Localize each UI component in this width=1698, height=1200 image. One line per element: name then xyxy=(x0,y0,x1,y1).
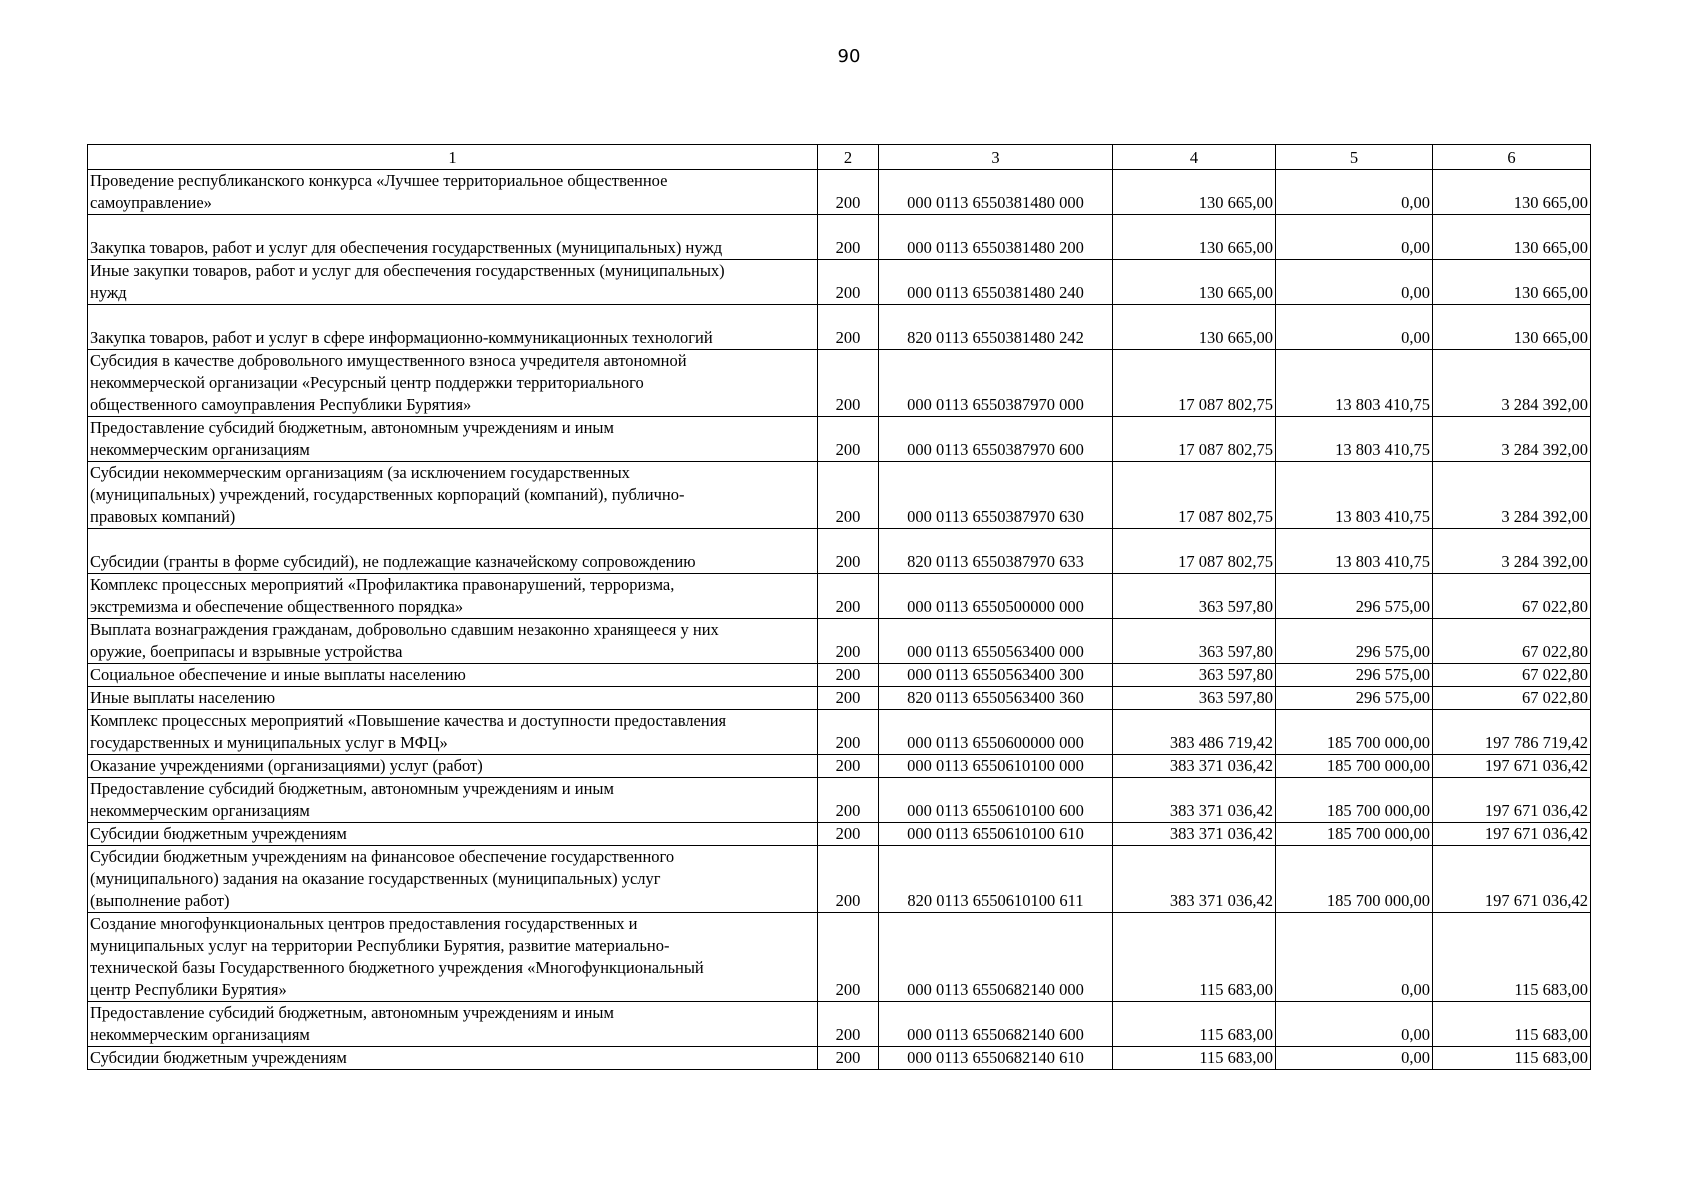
row-name-line: некоммерческой организации «Ресурсный центр поддержки территориального xyxy=(90,373,644,392)
row-value-4-cell: 17 087 802,75 xyxy=(1113,417,1276,462)
table-row xyxy=(88,710,1591,755)
table-row xyxy=(88,260,1591,305)
row-kbk-cell: 820 0113 6550610100 611 xyxy=(879,846,1113,913)
table-row xyxy=(88,170,1591,215)
row-name-cell xyxy=(88,619,818,664)
row-kbk-cell: 820 0113 6550563400 360 xyxy=(879,687,1113,710)
row-name-line: Социальное обеспечение и иные выплаты населению xyxy=(90,665,466,684)
row-name-line: (выполнение работ) xyxy=(90,891,230,910)
header-cell-1: 1 xyxy=(88,145,818,170)
row-value-4-cell: 383 486 719,42 xyxy=(1113,710,1276,755)
row-kbk-cell: 000 0113 6550381480 200 xyxy=(879,215,1113,260)
row-value-6-cell: 3 284 392,00 xyxy=(1433,462,1591,529)
table-row xyxy=(88,305,1591,350)
row-name-line: некоммерческим организациям xyxy=(90,801,310,820)
row-name-line: Выплата вознаграждения гражданам, добровольно сдавшим незаконно хранящееся у них xyxy=(90,620,719,639)
row-name-line: Предоставление субсидий бюджетным, автономным учреждениям и иным xyxy=(90,418,614,437)
row-value-6-cell: 197 671 036,42 xyxy=(1433,778,1591,823)
row-name-cell xyxy=(88,462,818,529)
row-value-6-cell: 115 683,00 xyxy=(1433,1002,1591,1047)
row-name-cell xyxy=(88,574,818,619)
row-kbk-cell: 000 0113 6550500000 000 xyxy=(879,574,1113,619)
row-value-5-cell: 0,00 xyxy=(1276,260,1433,305)
table-row xyxy=(88,350,1591,417)
row-code-cell: 200 xyxy=(818,170,879,215)
table-row xyxy=(88,687,1591,710)
row-value-4-cell: 383 371 036,42 xyxy=(1113,755,1276,778)
row-value-5-cell: 0,00 xyxy=(1276,1047,1433,1070)
header-cell-2: 2 xyxy=(818,145,879,170)
row-code-cell: 200 xyxy=(818,1047,879,1070)
row-value-6-cell: 3 284 392,00 xyxy=(1433,350,1591,417)
row-value-6-cell: 130 665,00 xyxy=(1433,305,1591,350)
row-name-line: самоуправление» xyxy=(90,193,212,212)
row-value-6-cell: 197 671 036,42 xyxy=(1433,823,1591,846)
row-code-cell: 200 xyxy=(818,574,879,619)
row-value-4-cell: 363 597,80 xyxy=(1113,687,1276,710)
row-value-4-cell: 130 665,00 xyxy=(1113,170,1276,215)
row-name-line xyxy=(90,529,815,551)
row-code-cell: 200 xyxy=(818,755,879,778)
header-cell-3: 3 xyxy=(879,145,1113,170)
row-name-cell xyxy=(88,350,818,417)
row-value-5-cell: 296 575,00 xyxy=(1276,687,1433,710)
row-code-cell: 200 xyxy=(818,462,879,529)
row-value-5-cell: 185 700 000,00 xyxy=(1276,778,1433,823)
row-code-cell: 200 xyxy=(818,664,879,687)
row-name-cell xyxy=(88,778,818,823)
row-kbk-cell: 000 0113 6550387970 600 xyxy=(879,417,1113,462)
row-value-4-cell: 17 087 802,75 xyxy=(1113,462,1276,529)
row-code-cell: 200 xyxy=(818,710,879,755)
row-kbk-cell: 000 0113 6550682140 600 xyxy=(879,1002,1113,1047)
row-kbk-cell: 820 0113 6550381480 242 xyxy=(879,305,1113,350)
row-value-5-cell: 185 700 000,00 xyxy=(1276,710,1433,755)
row-kbk-cell: 000 0113 6550600000 000 xyxy=(879,710,1113,755)
row-value-5-cell: 13 803 410,75 xyxy=(1276,462,1433,529)
row-value-4-cell: 383 371 036,42 xyxy=(1113,846,1276,913)
table-row xyxy=(88,1002,1591,1047)
row-name-line: технической базы Государственного бюджетного учреждения «Многофункциональный xyxy=(90,958,704,977)
row-name-line: Субсидии (гранты в форме субсидий), не подлежащие казначейскому сопровождению xyxy=(90,552,696,571)
table-row xyxy=(88,529,1591,574)
table-row xyxy=(88,1047,1591,1070)
row-value-5-cell: 13 803 410,75 xyxy=(1276,529,1433,574)
row-name-line: правовых компаний) xyxy=(90,507,236,526)
row-code-cell: 200 xyxy=(818,1002,879,1047)
row-name-line: Предоставление субсидий бюджетным, автономным учреждениям и иным xyxy=(90,1003,614,1022)
table-row xyxy=(88,462,1591,529)
row-value-5-cell: 0,00 xyxy=(1276,170,1433,215)
row-name-line: (муниципального) задания на оказание государственных (муниципальных) услуг xyxy=(90,869,661,888)
row-value-5-cell: 185 700 000,00 xyxy=(1276,755,1433,778)
row-value-4-cell: 363 597,80 xyxy=(1113,664,1276,687)
row-name-cell xyxy=(88,417,818,462)
row-name-line: (муниципальных) учреждений, государственных корпораций (компаний), публично- xyxy=(90,485,685,504)
row-name-line: Субсидии бюджетным учреждениям на финансовое обеспечение государственного xyxy=(90,847,675,866)
table-row xyxy=(88,664,1591,687)
row-code-cell: 200 xyxy=(818,417,879,462)
row-name-cell xyxy=(88,305,818,350)
row-value-4-cell: 130 665,00 xyxy=(1113,260,1276,305)
header-row xyxy=(88,145,1591,170)
row-kbk-cell: 000 0113 6550387970 630 xyxy=(879,462,1113,529)
row-kbk-cell: 000 0113 6550387970 000 xyxy=(879,350,1113,417)
row-name-line: Субсидия в качестве добровольного имущественного взноса учредителя автономной xyxy=(90,351,687,370)
row-code-cell: 200 xyxy=(818,823,879,846)
row-name-cell xyxy=(88,260,818,305)
budget-table xyxy=(87,144,1591,1070)
row-code-cell: 200 xyxy=(818,913,879,1002)
row-value-4-cell: 17 087 802,75 xyxy=(1113,350,1276,417)
row-name-line: Оказание учреждениями (организациями) услуг (работ) xyxy=(90,756,483,775)
row-name-line: Закупка товаров, работ и услуг в сфере информационно-коммуникационных технологий xyxy=(90,328,713,347)
row-name-line: Предоставление субсидий бюджетным, автономным учреждениям и иным xyxy=(90,779,614,798)
row-value-4-cell: 115 683,00 xyxy=(1113,1047,1276,1070)
row-name-cell xyxy=(88,913,818,1002)
row-value-4-cell: 130 665,00 xyxy=(1113,305,1276,350)
row-value-5-cell: 0,00 xyxy=(1276,215,1433,260)
row-name-cell xyxy=(88,170,818,215)
row-value-6-cell: 3 284 392,00 xyxy=(1433,529,1591,574)
row-kbk-cell: 000 0113 6550381480 240 xyxy=(879,260,1113,305)
row-name-cell xyxy=(88,215,818,260)
row-name-cell xyxy=(88,823,818,846)
row-value-4-cell: 17 087 802,75 xyxy=(1113,529,1276,574)
row-name-line: некоммерческим организациям xyxy=(90,1025,310,1044)
row-code-cell: 200 xyxy=(818,215,879,260)
row-name-cell xyxy=(88,1047,818,1070)
row-kbk-cell: 820 0113 6550387970 633 xyxy=(879,529,1113,574)
row-kbk-cell: 000 0113 6550381480 000 xyxy=(879,170,1113,215)
row-name-line: Субсидии бюджетным учреждениям xyxy=(90,1048,347,1067)
table-body xyxy=(88,145,1591,1070)
row-value-5-cell: 0,00 xyxy=(1276,305,1433,350)
row-code-cell: 200 xyxy=(818,350,879,417)
row-name-cell xyxy=(88,755,818,778)
row-name-cell xyxy=(88,529,818,574)
row-value-6-cell: 197 786 719,42 xyxy=(1433,710,1591,755)
row-kbk-cell: 000 0113 6550682140 000 xyxy=(879,913,1113,1002)
row-value-5-cell: 13 803 410,75 xyxy=(1276,417,1433,462)
row-value-6-cell: 67 022,80 xyxy=(1433,664,1591,687)
row-name-line xyxy=(90,305,815,327)
row-code-cell: 200 xyxy=(818,260,879,305)
table-row xyxy=(88,619,1591,664)
table-row xyxy=(88,823,1591,846)
row-kbk-cell: 000 0113 6550563400 300 xyxy=(879,664,1113,687)
row-name-line: Субсидии бюджетным учреждениям xyxy=(90,824,347,843)
row-value-5-cell: 296 575,00 xyxy=(1276,664,1433,687)
row-value-4-cell: 115 683,00 xyxy=(1113,1002,1276,1047)
row-name-line: Комплекс процессных мероприятий «Профилактика правонарушений, терроризма, xyxy=(90,575,675,594)
row-code-cell: 200 xyxy=(818,846,879,913)
table-row xyxy=(88,913,1591,1002)
row-value-6-cell: 115 683,00 xyxy=(1433,1047,1591,1070)
row-code-cell: 200 xyxy=(818,687,879,710)
row-name-line: государственных и муниципальных услуг в МФЦ» xyxy=(90,733,448,752)
row-value-5-cell: 296 575,00 xyxy=(1276,574,1433,619)
row-name-line: муниципальных услуг на территории Республики Бурятия, развитие материально- xyxy=(90,936,670,955)
row-code-cell: 200 xyxy=(818,305,879,350)
row-value-5-cell: 0,00 xyxy=(1276,913,1433,1002)
row-code-cell: 200 xyxy=(818,778,879,823)
row-value-6-cell: 67 022,80 xyxy=(1433,687,1591,710)
row-name-cell xyxy=(88,687,818,710)
row-value-5-cell: 0,00 xyxy=(1276,1002,1433,1047)
row-value-6-cell: 67 022,80 xyxy=(1433,574,1591,619)
row-value-6-cell: 3 284 392,00 xyxy=(1433,417,1591,462)
row-name-line: Закупка товаров, работ и услуг для обеспечения государственных (муниципальных) нужд xyxy=(90,238,723,257)
row-kbk-cell: 000 0113 6550610100 610 xyxy=(879,823,1113,846)
row-value-4-cell: 363 597,80 xyxy=(1113,619,1276,664)
table-row xyxy=(88,778,1591,823)
row-name-line: Иные закупки товаров, работ и услуг для обеспечения государственных (муниципальных) xyxy=(90,261,725,280)
row-kbk-cell: 000 0113 6550682140 610 xyxy=(879,1047,1113,1070)
row-name-line: центр Республики Бурятия» xyxy=(90,980,287,999)
row-name-line: нужд xyxy=(90,283,127,302)
row-name-line xyxy=(90,215,815,237)
row-value-4-cell: 383 371 036,42 xyxy=(1113,778,1276,823)
row-name-line: оружие, боеприпасы и взрывные устройства xyxy=(90,642,403,661)
header-cell-4: 4 xyxy=(1113,145,1276,170)
header-cell-5: 5 xyxy=(1276,145,1433,170)
table-row xyxy=(88,574,1591,619)
row-name-line: экстремизма и обеспечение общественного порядка» xyxy=(90,597,464,616)
page-number: 90 xyxy=(837,46,861,67)
header-cell-6: 6 xyxy=(1433,145,1591,170)
row-name-line: общественного самоуправления Республики Бурятия» xyxy=(90,395,472,414)
row-name-line: Создание многофункциональных центров предоставления государственных и xyxy=(90,914,638,933)
row-name-line: некоммерческим организациям xyxy=(90,440,310,459)
row-value-4-cell: 130 665,00 xyxy=(1113,215,1276,260)
table-row xyxy=(88,215,1591,260)
row-name-line: Проведение республиканского конкурса «Лучшее территориальное общественное xyxy=(90,171,668,190)
row-value-6-cell: 130 665,00 xyxy=(1433,170,1591,215)
row-value-4-cell: 115 683,00 xyxy=(1113,913,1276,1002)
row-name-cell xyxy=(88,1002,818,1047)
row-value-6-cell: 130 665,00 xyxy=(1433,260,1591,305)
row-value-6-cell: 197 671 036,42 xyxy=(1433,846,1591,913)
row-value-4-cell: 383 371 036,42 xyxy=(1113,823,1276,846)
row-value-5-cell: 13 803 410,75 xyxy=(1276,350,1433,417)
row-name-cell xyxy=(88,846,818,913)
row-value-4-cell: 363 597,80 xyxy=(1113,574,1276,619)
row-value-6-cell: 67 022,80 xyxy=(1433,619,1591,664)
row-value-5-cell: 296 575,00 xyxy=(1276,619,1433,664)
row-value-6-cell: 197 671 036,42 xyxy=(1433,755,1591,778)
row-kbk-cell: 000 0113 6550563400 000 xyxy=(879,619,1113,664)
row-value-6-cell: 130 665,00 xyxy=(1433,215,1591,260)
row-name-cell xyxy=(88,664,818,687)
row-name-line: Комплекс процессных мероприятий «Повышение качества и доступности предоставления xyxy=(90,711,727,730)
table-row xyxy=(88,755,1591,778)
row-value-5-cell: 185 700 000,00 xyxy=(1276,846,1433,913)
row-name-line: Субсидии некоммерческим организациям (за исключением государственных xyxy=(90,463,630,482)
row-code-cell: 200 xyxy=(818,529,879,574)
row-kbk-cell: 000 0113 6550610100 000 xyxy=(879,755,1113,778)
row-value-5-cell: 185 700 000,00 xyxy=(1276,823,1433,846)
table-row xyxy=(88,846,1591,913)
row-name-cell xyxy=(88,710,818,755)
row-name-line: Иные выплаты населению xyxy=(90,688,276,707)
table-row xyxy=(88,417,1591,462)
row-kbk-cell: 000 0113 6550610100 600 xyxy=(879,778,1113,823)
row-value-6-cell: 115 683,00 xyxy=(1433,913,1591,1002)
row-code-cell: 200 xyxy=(818,619,879,664)
